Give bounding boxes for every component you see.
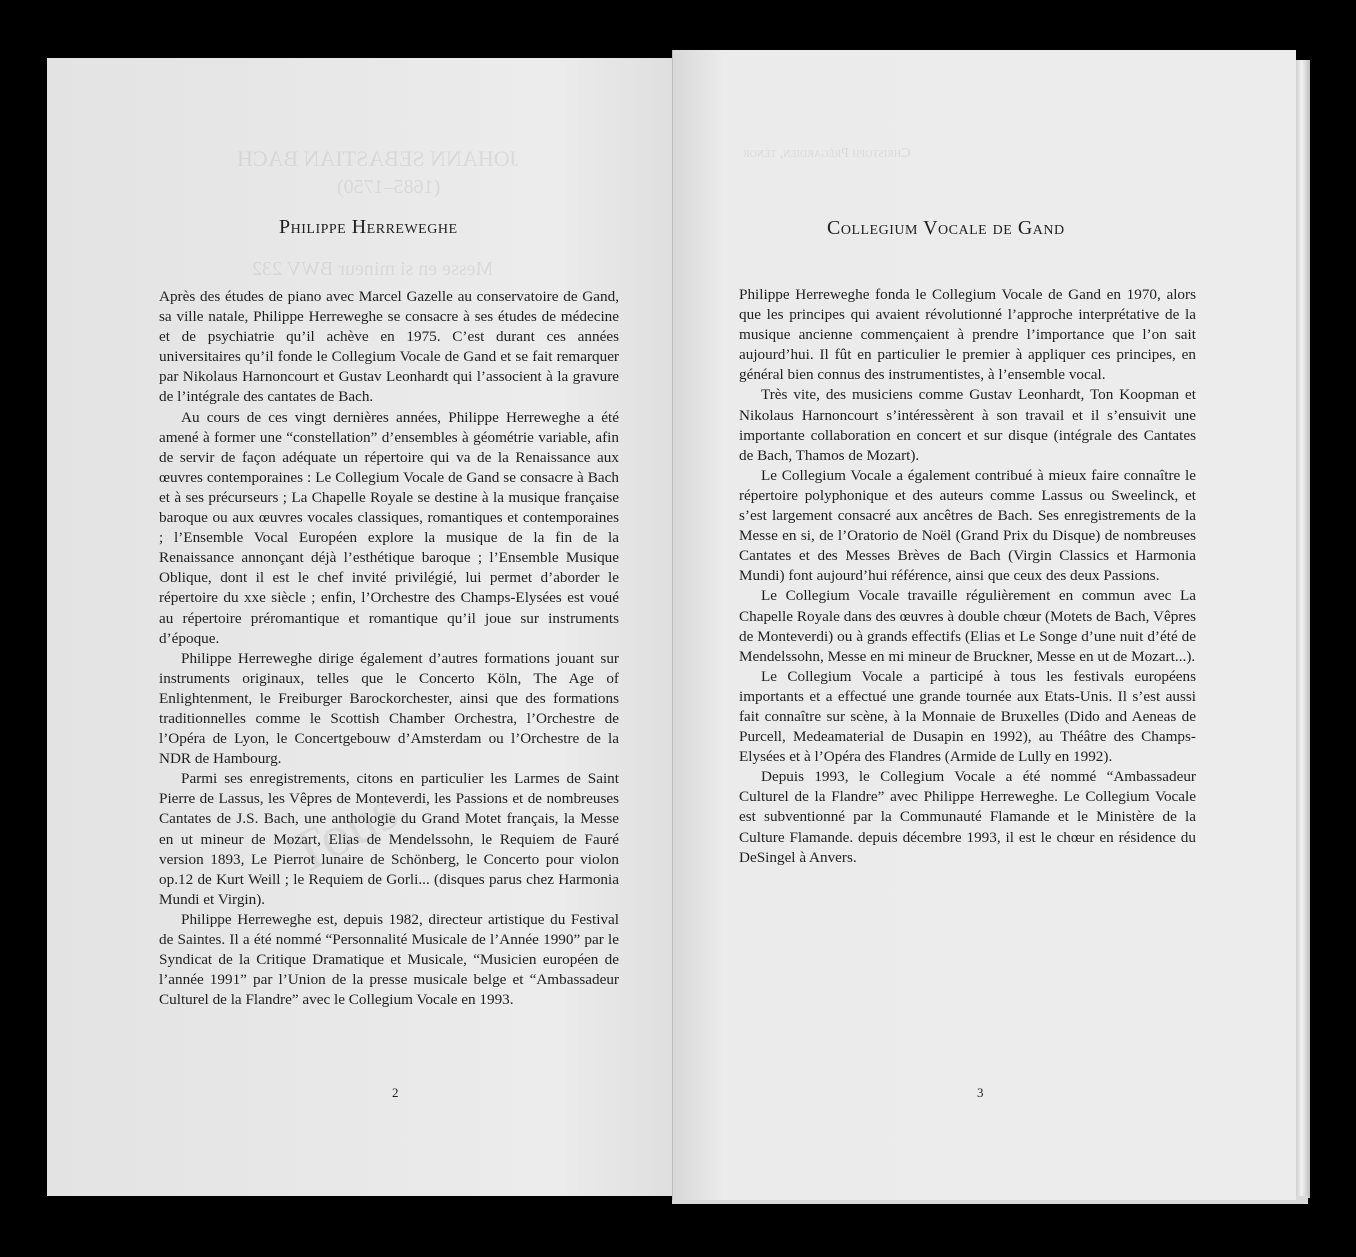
paragraph: Le Collegium Vocale a participé à tous les festivals européens importants et a effectué une grande tournée aux Etats-Unis. Il s’est aussi fait connaître sur scène, à la Monnaie de Bruxelles (Dido and Aeneas de Purcell, Medeamaterial de Dusapin en 1992), au Théâtre des Champs-Elysées et à l’Opéra des Flandres (Armide de Lully en 1992).	[739, 667, 1196, 766]
page-number: 3	[977, 1085, 984, 1100]
page-stack-edge	[1296, 60, 1310, 1198]
paragraph: Depuis 1993, le Collegium Vocale a été nommé “Ambassadeur Culturel de la Flandre” avec Philippe Herreweghe. Le Collegium Vocale est subventionné par la Communauté Flamande et le Ministère de la Culture Flamande. depuis décembre 1993, il est le chœur en résidence du DeSingel à Anvers.	[739, 768, 1196, 866]
paragraph: Le Collegium Vocale travaille régulièrement en commun avec La Chapelle Royale dans des œuvres à double chœur (Motets de Bach, Vêpres de Monteverdi) ou à grands effectifs (Elias et Le Songe d’une nuit d’été de Mendelssohn, Messe en mi mineur de Bruckner, Messe en ut de Mozart...).	[739, 587, 1196, 665]
page-title: Philippe Herreweghe	[279, 216, 458, 238]
watermark: Tous	[278, 776, 408, 887]
body-text	[739, 285, 1196, 868]
body-text	[159, 287, 619, 1010]
paragraph: Après des études de piano avec Marcel Gazelle au conservatoire de Gand, sa ville natale, Philippe Herreweghe se consacre à ses études de médecine et de psychiatrie qu’il achève en 1975. C’est durant ces années universitaires qu’il fonde le Collegium Vocale de Gand et se fait remarquer par Nikolaus Harnoncourt et Gustav Leonhardt qui l’associent à la gravure de l’intégrale des cantates de Bach.	[159, 288, 619, 406]
right-page	[672, 50, 1296, 1200]
show-through-text: Messe en si mineur BWV 232	[252, 258, 494, 280]
page-title: Collegium Vocale de Gand	[827, 217, 1065, 239]
paragraph: Très vite, des musiciens comme Gustav Leonhardt, Ton Koopman et Nikolaus Harnoncourt s’intéressèrent à son travail et il s’ensuivit une importante collaboration en concert et sur disque (intégrale des Cantates de Bach, Thamos de Mozart).	[739, 386, 1196, 464]
paragraph: Philippe Herreweghe est, depuis 1982, directeur artistique du Festival de Saintes. Il a été nommé “Personnalité Musicale de l’Année 1990” par le Syndicat de la Critique Dramatique et Musicale, “Musicien européen de l’année 1991” par l’Union de la presse musicale belge et “Ambassadeur Culturel de la Flandre” avec le Collegium Vocale en 1993.	[159, 910, 619, 1009]
show-through-text: Christoph Prégardien, ténor	[743, 146, 911, 161]
paragraph: Le Collegium Vocale a également contribué à mieux faire connaître le répertoire polyphonique et des auteurs comme Lassus ou Sweelinck, et s’est largement consacré aux ancêtres de Bach. Ses enregistrements de la Messe en si, de l’Oratorio de Noël (Grand Prix du Disque) de nombreuses Cantates et des Messes Brèves de Bach (Virgin Classics et Harmonia Mundi) font aujourd’hui référence, ainsi que ceux des deux Passions.	[739, 466, 1196, 585]
show-through-text: (1685–1750)	[337, 176, 441, 198]
page-number: 2	[392, 1085, 399, 1100]
show-through-text: JOHANN SEBASTIAN BACH	[237, 146, 519, 171]
left-page	[47, 58, 681, 1196]
paragraph: Parmi ses enregistrements, citons en particulier les Larmes de Saint Pierre de Lassus, les Vêpres de Monteverdi, les Passions et de nombreuses Cantates de J.S. Bach, une anthologie du Grand Motet français, la Messe en ut mineur de Mozart, Elias de Mendelssohn, le Requiem de Fauré version 1893, Le Pierrot lunaire de Schönberg, le Concerto pour violon op.12 de Kurt Weill ; le Requiem de Gorli... (disques parus chez Harmonia Mundi et Virgin).	[159, 770, 619, 908]
paragraph: Au cours de ces vingt dernières années, Philippe Herreweghe a été amené à former une “constellation” d’ensembles à géométrie variable, afin de servir de façon adéquate un répertoire qui va de la Renaissance aux œuvres contemporaines : Le Collegium Vocale de Gand se consacre à Bach et à ses précurseurs ; La Chapelle Royale se destine à la musique française baroque ou aux œuvres vocales classiques, romantiques et contemporaines ; l’Ensemble Vocal Européen explore la musique de la fin de la Renaissance annonçant déjà l’esthétique baroque ; l’Ensemble Musique Oblique, dont il est le chef invité privilégié, lui permet d’aborder le répertoire du xxe siècle ; enfin, l’Orchestre des Champs-Elysées est voué au répertoire préromantique et romantique qu’il joue sur instruments d’époque.	[159, 408, 619, 647]
paragraph: Philippe Herreweghe dirige également d’autres formations jouant sur instruments originaux, telles que le Concerto Köln, The Age of Enlightenment, le Freiburger Barockorchester, ainsi que des formations traditionnelles comme le Scottish Chamber Orchestra, l’Orchestre de l’Opéra de Lyon, le Concertgebouw d’Amsterdam ou l’Orchestre de la NDR de Hambourg.	[159, 649, 619, 768]
paragraph: Philippe Herreweghe fonda le Collegium Vocale de Gand en 1970, alors que les principes qui avaient révolutionné l’approche interprétative de la musique ancienne commençaient à prendre l’importance que l’on sait aujourd’hui. Il fût en particulier le premier à appliquer ces principes, en général bien connus des instrumentistes, à l’ensemble vocal.	[739, 286, 1196, 384]
